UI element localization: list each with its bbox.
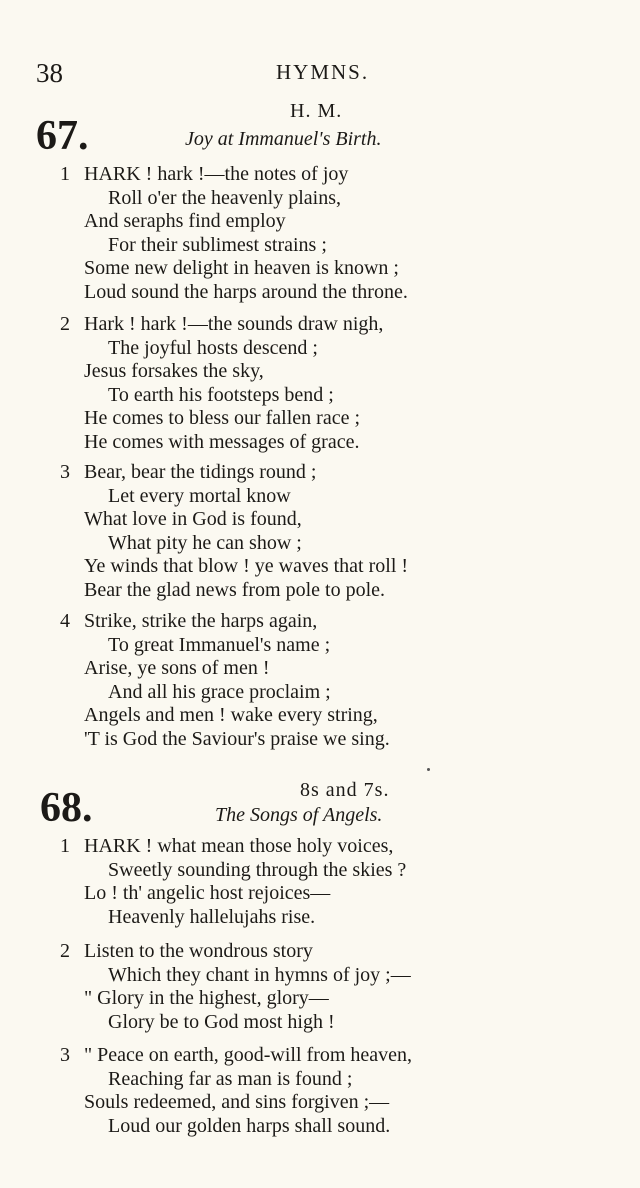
verse-line: Let every mortal know <box>108 484 291 507</box>
verse-line: HARK ! what mean those holy voices, <box>84 835 394 857</box>
verse-line: Jesus forsakes the sky, <box>84 360 264 383</box>
verse-line: Some new delight in heaven is known ; <box>84 257 399 280</box>
hymn-title: The Songs of Angels. <box>215 804 383 826</box>
hymn-number: 68. <box>40 785 93 831</box>
verse-line: Loud sound the harps around the throne. <box>84 281 408 303</box>
verse-number: 1 <box>60 163 70 185</box>
verse-line: Roll o'er the heavenly plains, <box>108 186 341 209</box>
verse-line: Reaching far as man is found ; <box>108 1067 353 1090</box>
verse-line: Loud our golden harps shall sound. <box>108 1114 391 1137</box>
verse-line: Angels and men ! wake every string, <box>84 704 378 727</box>
verse-line: And all his grace proclaim ; <box>108 680 331 703</box>
verse-line: Heavenly hallelujahs rise. <box>108 905 316 928</box>
page-number: 38 <box>36 58 63 88</box>
hymn-title: Joy at Immanuel's Birth. <box>185 128 382 150</box>
verse-line: " Glory in the highest, glory— <box>84 987 329 1010</box>
verse-line: Sweetly sounding through the skies ? <box>108 858 407 881</box>
verse-line: Hark ! hark !—the sounds draw nigh, <box>84 313 384 335</box>
verse-line: Bear, bear the tidings round ; <box>84 461 317 483</box>
verse-line: Listen to the wondrous story <box>84 940 313 962</box>
verse-line: He comes to bless our fallen race ; <box>84 407 361 430</box>
verse-line: Ye winds that blow ! ye waves that roll ! <box>84 555 409 578</box>
hymn-meter: 8s and 7s. <box>300 779 390 801</box>
verse-line: 'T is God the Saviour's praise we sing. <box>84 728 390 750</box>
verse-number: 3 <box>60 461 70 483</box>
verse-line: He comes with messages of grace. <box>84 431 360 453</box>
verse-line: Which they chant in hymns of joy ;— <box>108 963 411 986</box>
verse-line: And seraphs find employ <box>84 210 286 233</box>
verse-line: Bear the glad news from pole to pole. <box>84 579 386 601</box>
verse-number: 3 <box>60 1044 70 1066</box>
verse-line: Lo ! th' angelic host rejoices— <box>84 882 331 905</box>
verse-line: Arise, ye sons of men ! <box>84 657 270 680</box>
verse-line: HARK ! hark !—the notes of joy <box>84 163 349 185</box>
verse-line: The joyful hosts descend ; <box>108 336 318 359</box>
print-speck <box>427 768 430 771</box>
verse-number: 2 <box>60 940 70 962</box>
hymn-number: 67. <box>36 113 89 159</box>
verse-line: " Peace on earth, good-will from heaven, <box>84 1044 413 1066</box>
verse-line: What pity he can show ; <box>108 531 302 554</box>
running-title: HYMNS. <box>276 60 370 84</box>
hymn-meter: H. M. <box>290 100 343 122</box>
verse-line: What love in God is found, <box>84 508 302 531</box>
verse-number: 2 <box>60 313 70 335</box>
verse-line: Glory be to God most high ! <box>108 1010 335 1033</box>
verse-line: Souls redeemed, and sins forgiven ;— <box>84 1091 390 1114</box>
verse-line: To earth his footsteps bend ; <box>108 383 334 406</box>
verse-number: 4 <box>60 610 70 632</box>
verse-number: 1 <box>60 835 70 857</box>
verse-line: For their sublimest strains ; <box>108 233 327 256</box>
verse-line: Strike, strike the harps again, <box>84 610 318 632</box>
verse-line: To great Immanuel's name ; <box>108 633 331 656</box>
